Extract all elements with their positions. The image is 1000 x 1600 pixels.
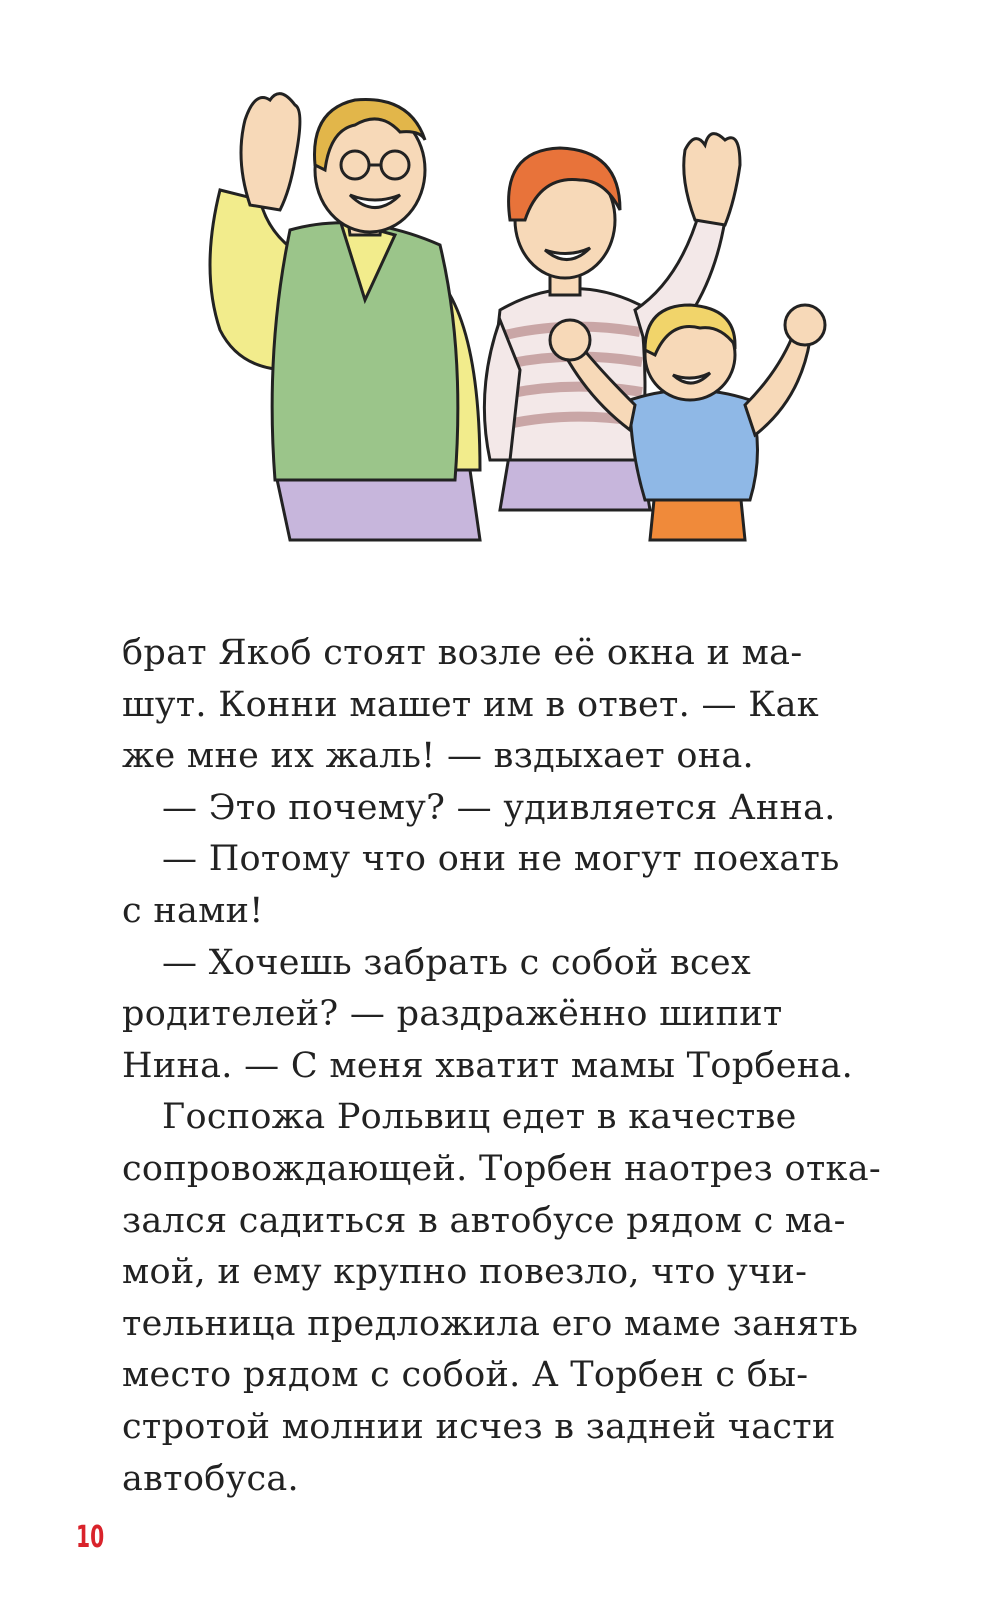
text-line: Госпожа Рольвиц едет в качестве <box>162 1097 797 1138</box>
text-line: зался садиться в автобусе рядом с ма- <box>122 1200 846 1241</box>
text-line: родителей? — раздражённо шипит <box>122 994 783 1035</box>
father-figure <box>210 94 480 540</box>
text-line: сопровождающей. Торбен наотрез отка- <box>122 1148 881 1189</box>
text-line: — Потому что они не могут поехать <box>162 839 840 880</box>
story-text <box>122 628 882 1505</box>
text-line: Нина. — С меня хватит мамы Торбена. <box>122 1045 854 1086</box>
text-line: же мне их жаль! — вздыхает она. <box>122 736 754 777</box>
text-line: с нами! <box>122 890 264 931</box>
text-line: — Это почему? — удивляется Анна. <box>162 787 836 828</box>
text-line: брат Якоб стоят возле её окна и ма- <box>122 633 803 673</box>
page-number: 10 <box>76 1520 105 1555</box>
text-line: стротой молнии исчез в задней части <box>122 1406 836 1447</box>
text-line: место рядом с собой. А Торбен с бы- <box>122 1355 809 1396</box>
family-waving-illustration <box>180 70 900 570</box>
text-line: автобуса. <box>122 1458 299 1499</box>
text-line: шут. Конни машет им в ответ. — Как <box>122 684 819 725</box>
text-line: тельница предложила его маме занять <box>122 1303 859 1344</box>
text-line: мой, и ему крупно повезло, что учи- <box>122 1252 808 1293</box>
text-line: — Хочешь забрать с собой всех <box>162 942 751 983</box>
